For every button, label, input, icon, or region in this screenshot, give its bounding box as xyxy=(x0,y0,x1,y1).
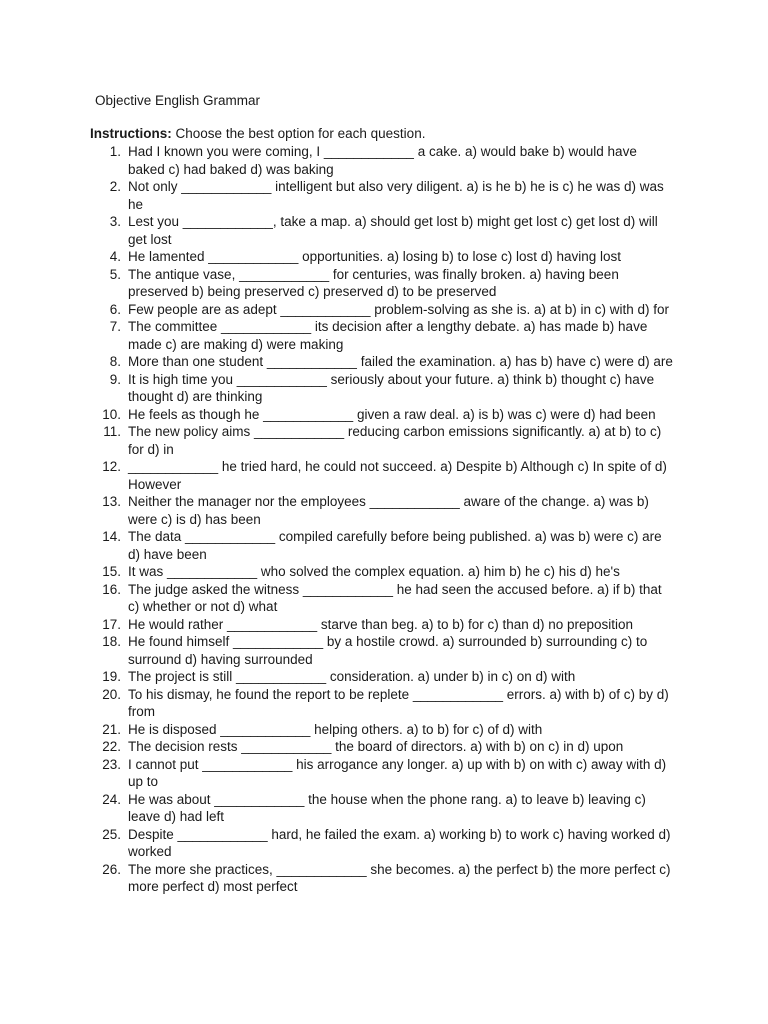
question-item xyxy=(0,581,676,616)
question-text: He found himself ____________ by a hostile crowd. a) surrounded b) surrounding c) to surround d) having surrounded xyxy=(128,634,648,667)
question-number: 16. xyxy=(102,581,121,597)
question-item xyxy=(0,493,676,528)
question-text: He was about ____________ the house when the phone rang. a) to leave b) leaving c) leave d) had left xyxy=(128,791,646,824)
question-number: 15. xyxy=(102,564,121,579)
question-number: 20. xyxy=(102,686,121,702)
question-item xyxy=(0,861,676,896)
question-item xyxy=(0,528,676,563)
question-number: 7. xyxy=(109,319,121,334)
question-text: The decision rests ____________ the board of directors. a) with b) on c) in d) upon xyxy=(128,739,624,754)
instructions-text: Choose the best option for each question. xyxy=(175,126,426,141)
document-title: Objective English Grammar xyxy=(95,93,261,108)
question-number: 5. xyxy=(109,266,121,282)
question-text: The project is still ____________ consideration. a) under b) in c) on d) with xyxy=(128,669,576,684)
question-item xyxy=(0,616,676,634)
question-text: I cannot put ____________ his arrogance any longer. a) up with b) on with c) away with d) up to xyxy=(128,756,667,789)
question-text: The antique vase, ____________ for centuries, was finally broken. a) having been preserved b) being preserved c) preserved d) to be preserved xyxy=(128,266,619,299)
question-item xyxy=(0,826,676,861)
question-text: Neither the manager nor the employees ____________ aware of the change. a) was b) were c) is d) has been xyxy=(128,494,649,527)
question-text: Had I known you were coming, I ____________ a cake. a) would bake b) would have baked c) had baked d) was baking xyxy=(128,144,637,177)
question-number: 11. xyxy=(103,424,121,439)
question-number: 1. xyxy=(109,144,121,159)
question-item xyxy=(0,563,676,581)
question-text: The more she practices, ____________ she becomes. a) the perfect b) the more perfect c) more perfect d) most perfect xyxy=(128,861,671,894)
question-text: It is high time you ____________ seriously about your future. a) think b) thought c) have thought d) are thinking xyxy=(128,371,655,404)
question-item xyxy=(0,668,676,686)
question-item xyxy=(0,738,676,756)
question-item xyxy=(0,791,676,826)
question-item xyxy=(0,371,676,406)
question-number: 2. xyxy=(109,179,121,194)
question-text: ____________ he tried hard, he could not succeed. a) Despite b) Although c) In spite of d) However xyxy=(128,459,667,492)
question-number: 21. xyxy=(102,721,121,737)
question-number: 17. xyxy=(102,616,121,632)
question-text: He lamented ____________ opportunities. a) losing b) to lose c) lost d) having lost xyxy=(128,249,622,264)
question-item xyxy=(0,248,676,266)
question-text: The judge asked the witness ____________ he had seen the accused before. a) if b) that c) whether or not d) what xyxy=(128,581,662,614)
question-number: 19. xyxy=(102,669,121,684)
question-item xyxy=(0,318,676,353)
question-number: 23. xyxy=(102,756,121,772)
question-number: 14. xyxy=(102,529,121,544)
question-item xyxy=(0,406,676,424)
question-item xyxy=(0,353,676,371)
question-text: Despite ____________ hard, he failed the exam. a) working b) to work c) having worked d) worked xyxy=(128,826,671,859)
question-text: He would rather ____________ starve than beg. a) to b) for c) than d) no preposition xyxy=(128,616,634,632)
question-text: It was ____________ who solved the complex equation. a) him b) he c) his d) he's xyxy=(128,564,620,579)
question-item xyxy=(0,143,676,178)
question-text: The new policy aims ____________ reducing carbon emissions significantly. a) at b) to c) for d) in xyxy=(128,424,662,457)
question-number: 4. xyxy=(109,249,121,264)
question-text: Not only ____________ intelligent but also very diligent. a) is he b) he is c) he was d) was he xyxy=(128,179,664,212)
question-number: 3. xyxy=(109,214,121,229)
question-item xyxy=(0,423,676,458)
question-text: He feels as though he ____________ given a raw deal. a) is b) was c) were d) had been xyxy=(128,406,656,422)
question-number: 13. xyxy=(102,494,121,509)
question-item xyxy=(0,178,676,213)
question-text: The data ____________ compiled carefully before being published. a) was b) were c) are d) have been xyxy=(128,529,662,562)
question-number: 25. xyxy=(102,826,121,842)
question-item xyxy=(0,633,676,668)
question-item xyxy=(0,458,676,493)
question-number: 12. xyxy=(102,459,121,474)
question-number: 6. xyxy=(109,301,121,317)
question-item xyxy=(0,213,676,248)
question-list xyxy=(0,143,768,896)
question-text: More than one student ____________ failed the examination. a) has b) have c) were d) are xyxy=(128,354,673,369)
question-item xyxy=(0,686,676,721)
question-text: The committee ____________ its decision after a lengthy debate. a) has made b) have made c) are making d) were making xyxy=(128,319,648,352)
question-number: 24. xyxy=(102,791,121,807)
question-number: 10. xyxy=(102,406,121,422)
instructions xyxy=(90,125,425,143)
question-item xyxy=(0,301,676,319)
question-text: Few people are as adept ____________ problem-solving as she is. a) at b) in c) with d) for xyxy=(128,301,670,317)
question-item xyxy=(0,756,676,791)
question-text: Lest you ____________, take a map. a) should get lost b) might get lost c) get lost d) will get lost xyxy=(128,214,658,247)
question-item xyxy=(0,266,676,301)
question-number: 9. xyxy=(109,371,121,387)
question-number: 22. xyxy=(102,739,121,754)
question-number: 8. xyxy=(109,354,121,369)
question-item xyxy=(0,721,676,739)
question-number: 26. xyxy=(102,861,121,877)
question-text: To his dismay, he found the report to be replete ____________ errors. a) with b) of c) by d) from xyxy=(128,686,669,719)
instructions-label: Instructions: xyxy=(90,126,172,141)
question-text: He is disposed ____________ helping others. a) to b) for c) of d) with xyxy=(128,721,543,737)
question-number: 18. xyxy=(102,634,121,649)
